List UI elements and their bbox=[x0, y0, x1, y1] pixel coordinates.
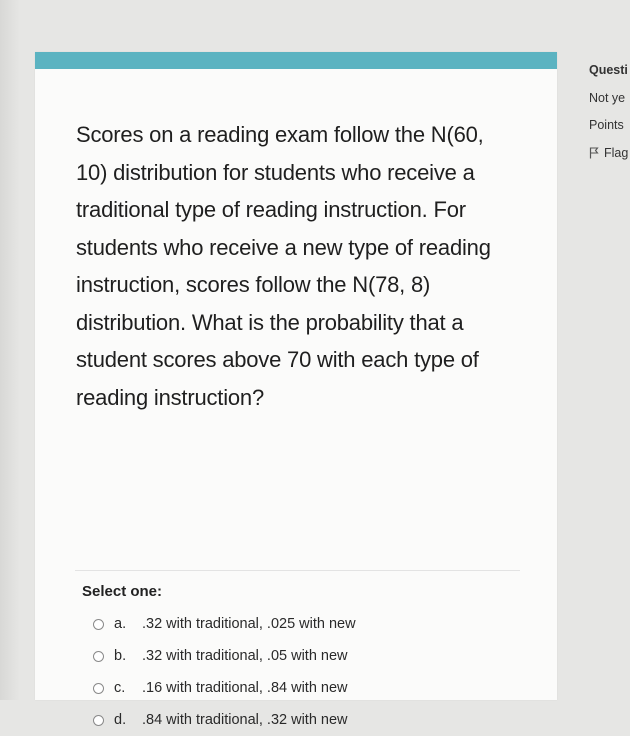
radio-icon[interactable] bbox=[93, 651, 104, 662]
radio-icon[interactable] bbox=[93, 683, 104, 694]
radio-icon[interactable] bbox=[93, 619, 104, 630]
option-text: .32 with traditional, .025 with new bbox=[142, 616, 356, 632]
option-text: .84 with traditional, .32 with new bbox=[142, 712, 348, 728]
select-one-label: Select one: bbox=[82, 583, 163, 600]
divider bbox=[75, 570, 520, 571]
option-letter: b. bbox=[114, 648, 127, 664]
flag-icon bbox=[589, 147, 599, 159]
option-letter: d. bbox=[114, 712, 127, 728]
question-card bbox=[35, 52, 557, 728]
option-d[interactable] bbox=[93, 704, 523, 736]
card-accent-bar bbox=[35, 52, 557, 69]
option-text: .32 with traditional, .05 with new bbox=[142, 648, 348, 664]
question-number: Questi bbox=[589, 63, 628, 77]
radio-icon[interactable] bbox=[93, 715, 104, 726]
answer-options bbox=[93, 608, 523, 736]
question-info-panel bbox=[572, 52, 630, 192]
option-text: .16 with traditional, .84 with new bbox=[142, 680, 348, 696]
option-letter: a. bbox=[114, 616, 127, 632]
left-edge bbox=[0, 0, 20, 700]
option-letter: c. bbox=[114, 680, 126, 696]
flag-question-link[interactable] bbox=[589, 146, 628, 160]
points-label: Points bbox=[589, 118, 624, 132]
option-b[interactable] bbox=[93, 640, 523, 672]
flag-label: Flag bbox=[604, 146, 629, 160]
answer-status: Not ye bbox=[589, 91, 626, 105]
option-a[interactable] bbox=[93, 608, 523, 640]
question-text: Scores on a reading exam follow the N(60, 10) distribution for students who receive a traditional type of reading instruction. For students who receive a new type of reading instruction, scores follow the N(78, 8) distribution. What is the probability that a student scores above 70 with each type of reading instruction? bbox=[76, 122, 491, 410]
option-c[interactable] bbox=[93, 672, 523, 704]
